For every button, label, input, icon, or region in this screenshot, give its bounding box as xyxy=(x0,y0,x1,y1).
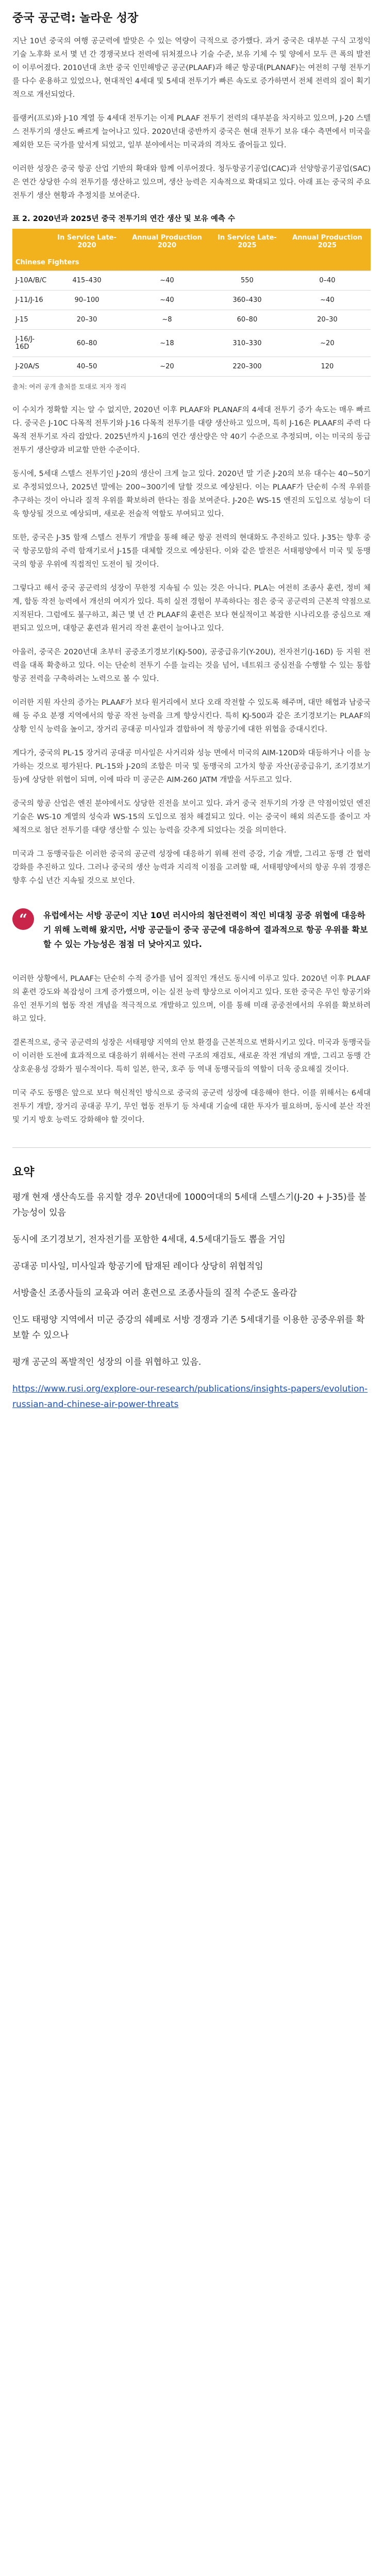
summary-section xyxy=(12,1163,371,1412)
table-cell: ~40 xyxy=(124,271,210,291)
table-cell: 220–300 xyxy=(210,357,284,377)
table-cell: ~20 xyxy=(284,330,371,357)
table-header: In Service Late-2020 xyxy=(50,229,124,255)
table-source: 출처: 여러 공개 출처를 토대로 저자 정리 xyxy=(12,383,127,391)
table-row xyxy=(12,291,371,310)
summary-point: 평개 현재 생산속도를 유지할 경우 20년대에 1000여대의 5세대 스텔스기(J-20 + J-35)를 볼 가능성이 있음 xyxy=(12,1192,367,1218)
table-cell: 60–80 xyxy=(210,310,284,330)
table-cell: ~40 xyxy=(284,291,371,310)
pull-quote xyxy=(12,903,371,957)
table-cell: 550 xyxy=(210,271,284,291)
table-cell: 60–80 xyxy=(50,330,124,357)
article-body-3 xyxy=(12,972,371,1127)
paragraph: 지난 10년 중국의 여행 공군력에 발맞은 수 있는 역량이 극적으로 증가했다. 과거 중국은 대부분 구식 고정익 기술 노후화 로서 몇 년 간 경쟁국보다 전력에 뒤처졌으나 기술 수준, 보유 기체 수 및 양에서 모두 큰 폭의 발전이 이루어졌다. 2010년대 초반 중국 인민해방군 공군(PLAAF)과 해군 항공대(PLANAF)는 여전히 구형 전투기를 다수 운용하고 있었으나, 현대적인 4세대 및 5세대 전투기가 빠른 속도로 증가하면서 전체 전력의 질이 획기적으로 개선되었다. xyxy=(12,37,371,99)
quote-icon: “ xyxy=(12,908,34,930)
table-row xyxy=(12,310,371,330)
article-body-2 xyxy=(12,403,371,888)
table-header: Annual Production 2020 xyxy=(124,229,210,255)
table-cell: J-16/J-16D xyxy=(12,330,50,357)
table-cell: J-20A/S xyxy=(12,357,50,377)
table-cell: 0–40 xyxy=(284,271,371,291)
table-caption: 표 2. 2020년과 2025년 중국 전투기의 연간 생산 및 보유 예측 수 xyxy=(12,215,235,223)
table-header xyxy=(12,229,50,255)
paragraph: 중국의 항공 산업은 엔진 분야에서도 상당한 진전을 보이고 있다. 과거 중국 전투기의 가장 큰 약점이었던 엔진 기술은 WS-10 계열의 성숙과 WS-15의 도입으로 점차 해결되고 있다. 이는 중국이 해외 의존도를 줄이고 자체적으로 첨단 전투기를 대량 생산할 수 있는 능력을 갖추게 되었다는 것을 의미한다. xyxy=(12,800,371,835)
paragraph: 또한, 중국은 J-35 함재 스텔스 전투기 개발을 통해 해군 항공 전력의 현대화도 추진하고 있다. J-35는 향후 중국 항공모함의 주력 함재기로서 J-15를 대체할 것으로 예상된다. 이와 같은 발전은 서태평양에서 미국 및 동맹국의 항공 우위에 직접적인 도전이 될 것이다. xyxy=(12,534,371,569)
table-row xyxy=(12,357,371,377)
summary-point: 동시에 조기경보기, 전자전기를 포함한 4세대, 4.5세대기들도 뽑을 거임 xyxy=(12,1234,286,1245)
table-cell: 40–50 xyxy=(50,357,124,377)
table-cell: 310–330 xyxy=(210,330,284,357)
source-link[interactable]: https://www.rusi.org/explore-our-research/publications/insights-papers/evolution-russian-and-chinese-air-power-threats xyxy=(12,1384,368,1410)
table-row xyxy=(12,330,371,357)
paragraph: 이러한 성장은 중국 항공 산업 기반의 확대와 함께 이루어졌다. 청두항공기공업(CAC)과 선양항공기공업(SAC)은 연간 상당한 수의 전투기를 생산하고 있으며, 생산 능력은 지속적으로 확대되고 있다. 아래 표는 중국의 주요 전투기 생산 현황과 추정치를 보여준다. xyxy=(12,165,371,200)
paragraph: 플랭커(프로)와 J-10 계열 등 4세대 전투기는 이제 PLAAF 전투기 전력의 대부분을 차지하고 있으며, J-20 스텔스 전투기의 생산도 빠르게 늘어나고 있다. 2020년대 중반까지 중국은 현대 전투기 보유 대수 측면에서 미국을 제외한 모든 국가를 앞서게 되었고, 일부 분야에서는 미국과의 격차도 줄어들고 있다. xyxy=(12,114,371,149)
paragraph: 이 수치가 정확할 지는 알 수 없지만, 2020년 이후 PLAAF와 PLANAF의 4세대 전투기 증가 속도는 매우 빠르다. 중국은 J-10C 다목적 전투기와 J-16 다목적 전투기를 대량 생산하고 있으며, 특히 J-16은 PLAAF의 주력 다목적 전투기로 자리 잡았다. 2025년까지 J-16의 연간 생산량은 약 40기 수준으로 추정되며, 이는 미국의 동급 전투기 생산량과 비교할 만한 수준이다. xyxy=(12,406,371,454)
summary-title: 요약 xyxy=(12,1166,35,1179)
summary-point: 공대공 미사일, 미사일과 항공기에 탑재된 레이다 상당히 위협적임 xyxy=(12,1261,263,1272)
table-cell: J-11/J-16 xyxy=(12,291,50,310)
paragraph: 미국과 그 동맹국들은 이러한 중국의 공군력 성장에 대응하기 위해 전력 증강, 기술 개발, 그리고 동맹 간 협력 강화를 추진하고 있다. 그러나 중국의 생산 능력과 지리적 이점을 고려할 때, 서태평양에서의 항공 우위 경쟁은 향후 수십 년간 지속될 것으로 보인다. xyxy=(12,850,371,885)
table-cell: ~18 xyxy=(124,330,210,357)
table-cell: 360–430 xyxy=(210,291,284,310)
table-row xyxy=(12,271,371,291)
paragraph: 이러한 지원 자산의 증가는 PLAAF가 보다 원거리에서 보다 오래 작전할 수 있도록 해주며, 대만 해협과 남중국해 등 주요 분쟁 지역에서의 항공 작전 능력을 크게 향상시킨다. 특히 KJ-500과 같은 조기경보기는 PLAAF의 상황 인식 능력을 높이고, 장거리 공대공 미사일과 결합하여 적 항공기에 대한 위협을 증대시킨다. xyxy=(12,699,371,734)
summary-point: 평개 공군의 폭발적인 성장의 이를 위협하고 있음. xyxy=(12,1357,202,1367)
paragraph: 그렇다고 해서 중국 공군력의 성장이 무한정 지속될 수 있는 것은 아니다. PLA는 여전히 조종사 훈련, 정비 체계, 합동 작전 능력에서 개선의 여지가 있다. 특히 실전 경험이 부족하다는 점은 중국 공군력의 근본적 약점으로 지적된다. 그럼에도 불구하고, 최근 몇 년 간 PLAAF의 훈련은 보다 현실적이고 복잡한 시나리오를 중심으로 재편되고 있으며, 대항군 훈련과 원거리 작전 훈련이 늘어나고 있다. xyxy=(12,584,371,633)
article-body-1 xyxy=(12,35,371,202)
table-cell: 415–430 xyxy=(50,271,124,291)
table-cell: J-15 xyxy=(12,310,50,330)
summary-point: 인도 태평양 지역에서 미군 증강의 쉐페로 서방 경쟁과 기존 5세대기를 이용한 공중우위를 확보할 수 있으나 xyxy=(12,1315,365,1341)
table-cell: 90–100 xyxy=(50,291,124,310)
table-cell: J-10A/B/C xyxy=(12,271,50,291)
table-cell: ~20 xyxy=(124,357,210,377)
quote-text: 유럽에서는 서방 공군이 지난 10년 러시아의 첨단전력이 적인 비대칭 공중 위협에 대응하기 위해 노력해 왔지만, 서방 공군들이 중국 공군에 대응하여 결과적으로 항공 우위를 확보할 수 있는 가능성은 점점 더 낮아지고 있다. xyxy=(43,910,368,949)
table-cell: 20–30 xyxy=(284,310,371,330)
table-group-label: Chinese Fighters xyxy=(12,255,371,271)
paragraph: 미국 주도 동맹은 앞으로 보다 혁신적인 방식으로 중국의 공군력 성장에 대응해야 한다. 이를 위해서는 6세대 전투기 개발, 장거리 공대공 무기, 무인 협동 전투기 등 차세대 기술에 대한 투자가 필요하며, 동시에 분산 작전 및 기지 방호 능력도 강화해야 할 것이다. xyxy=(12,1089,371,1124)
fighters-table xyxy=(12,229,371,377)
paragraph: 결론적으로, 중국 공군력의 성장은 서태평양 지역의 안보 환경을 근본적으로 변화시키고 있다. 미국과 동맹국들이 이러한 도전에 효과적으로 대응하기 위해서는 전력 구조의 재검토, 새로운 작전 개념의 개발, 그리고 동맹 간 상호운용성 강화가 필수적이다. 특히 일본, 한국, 호주 등 역내 동맹국들의 역할이 더욱 중요해질 것이다. xyxy=(12,1039,371,1074)
table-cell: ~8 xyxy=(124,310,210,330)
paragraph: 아울러, 중국은 2020년대 초부터 공중조기경보기(KJ-500), 공중급유기(Y-20U), 전자전기(J-16D) 등 지원 전력을 대폭 확충하고 있다. 이는 단순히 전투기 수를 늘리는 것을 넘어, 네트워크 중심전을 수행할 수 있는 통합 항공 전력을 구축하려는 노력으로 볼 수 있다. xyxy=(12,648,371,683)
paragraph: 이러한 상황에서, PLAAF는 단순히 수적 증가를 넘어 질적인 개선도 동시에 이루고 있다. 2020년 이후 PLAAF의 훈련 강도와 복잡성이 크게 증가했으며, 이는 실전 능력 향상으로 이어지고 있다. 또한 중국은 무인 항공기와 유인 전투기의 협동 작전 개념을 적극적으로 개발하고 있으며, 이를 통해 미래 공중전에서의 우위를 확보하려 하고 있다. xyxy=(12,975,371,1023)
table-header: Annual Production 2025 xyxy=(284,229,371,255)
divider xyxy=(12,1147,371,1148)
paragraph: 게다가, 중국의 PL-15 장거리 공대공 미사일은 사거리와 성능 면에서 미국의 AIM-120D와 대등하거나 이를 능가하는 것으로 평가된다. PL-15와 J-20의 조합은 미국 및 동맹국의 고가치 항공 자산(공중급유기, 조기경보기 등)에 상당한 위협이 되며, 이에 따라 미 공군은 AIM-260 JATM 개발을 서두르고 있다. xyxy=(12,749,371,784)
table-header: In Service Late-2025 xyxy=(210,229,284,255)
summary-point: 서방출신 조종사들의 교육과 여러 훈련으로 조종사들의 질적 수준도 올라감 xyxy=(12,1288,297,1298)
table-cell: ~40 xyxy=(124,291,210,310)
paragraph: 동시에, 5세대 스텔스 전투기인 J-20의 생산이 크게 늘고 있다. 2020년 말 기준 J-20의 보유 대수는 40~50기로 추정되었으나, 2025년 말에는 200~300기에 달할 것으로 예상된다. 이는 PLAAF가 단순히 수적 우위를 추구하는 것이 아니라 질적 우위를 확보하려 한다는 점을 보여준다. J-20은 WS-15 엔진의 도입으로 성능이 더욱 향상될 것으로 예상되며, 새로운 전술적 역할도 부여되고 있다. xyxy=(12,470,371,518)
table-cell: 120 xyxy=(284,357,371,377)
table-cell: 20–30 xyxy=(50,310,124,330)
section-title: 중국 공군력: 놀라운 성장 xyxy=(12,12,139,25)
